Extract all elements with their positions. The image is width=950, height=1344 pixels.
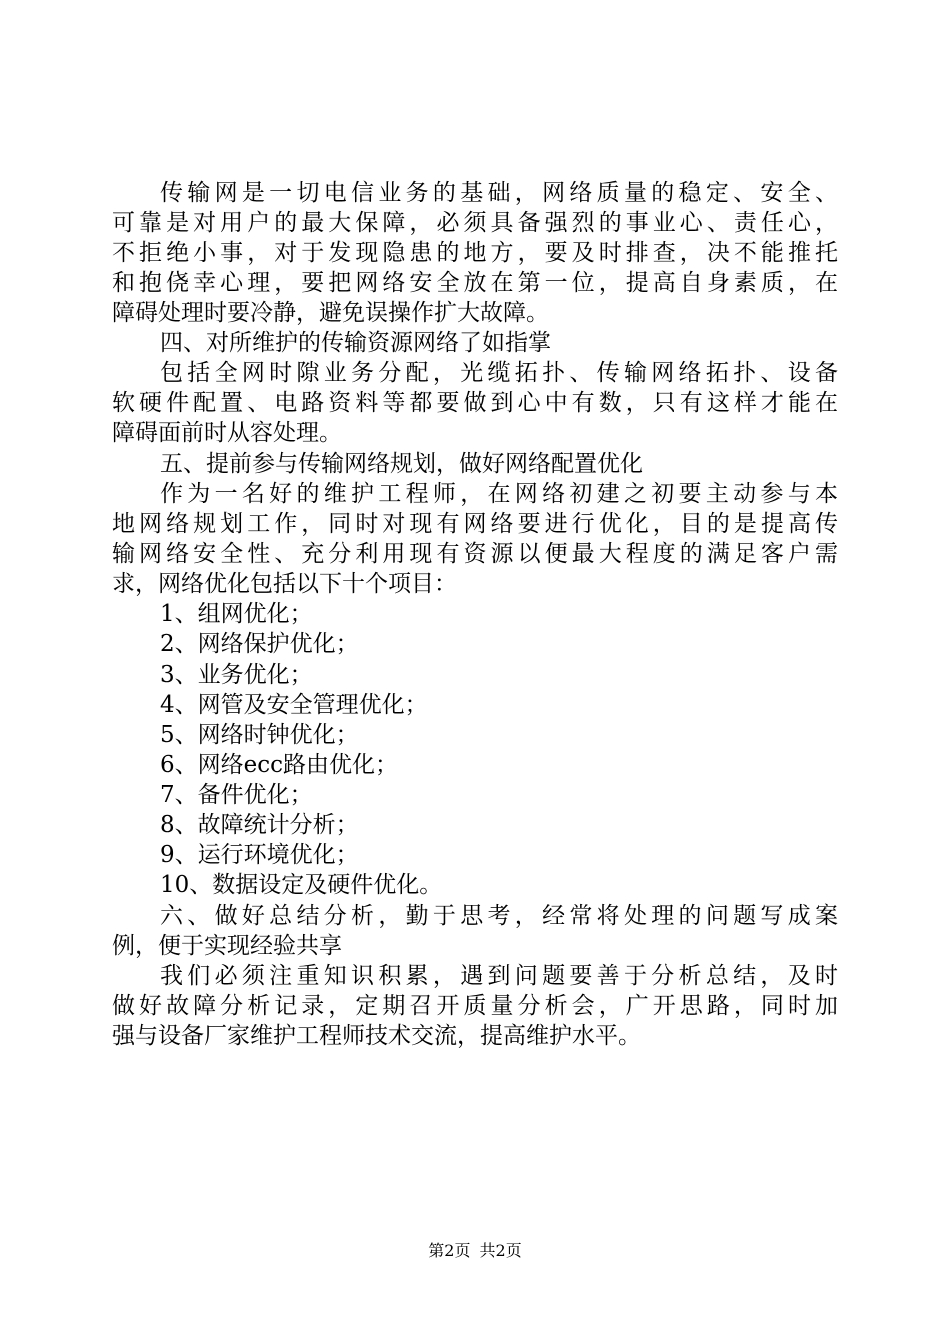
body-line: 求，网络优化包括以下十个项目： (112, 571, 457, 597)
list-item: 9、运行环境优化； (160, 842, 359, 868)
list-item: 10、数据设定及硬件优化。 (160, 872, 443, 898)
section-heading: 六、做好总结分析，勤于思考，经常将处理的问题写成案 (160, 903, 838, 929)
list-item: 4、网管及安全管理优化； (160, 692, 428, 718)
list-item: 7、备件优化； (160, 782, 313, 808)
body-line: 障碍处理时要冷静，避免误操作扩大故障。 (112, 300, 549, 326)
list-item: 2、网络保护优化； (160, 631, 359, 657)
body-line: 强与设备厂家维护工程师技术交流，提高维护水平。 (112, 1023, 641, 1049)
list-item: 6、网络ecc路由优化； (160, 752, 399, 778)
list-item: 8、故障统计分析； (160, 812, 359, 838)
body-line: 作为一名好的维护工程师，在网络初建之初要主动参与本 (160, 481, 838, 507)
list-item: 5、网络时钟优化； (160, 722, 359, 748)
body-line: 和抱侥幸心理，要把网络安全放在第一位，提高自身素质，在 (112, 270, 838, 296)
body-line: 障碍面前时从容处理。 (112, 420, 342, 446)
section-heading: 四、对所维护的传输资源网络了如指掌 (160, 330, 551, 356)
body-line: 做好故障分析记录，定期召开质量分析会，广开思路，同时加 (112, 993, 838, 1019)
body-line: 包括全网时隙业务分配，光缆拓扑、传输网络拓扑、设备 (160, 360, 838, 386)
body-line: 我们必须注重知识积累，遇到问题要善于分析总结，及时 (160, 963, 838, 989)
section-heading: 例，便于实现经验共享 (112, 933, 342, 959)
list-item: 1、组网优化； (160, 601, 313, 627)
list-item: 3、业务优化； (160, 662, 313, 688)
body-line: 地网络规划工作，同时对现有网络要进行优化，目的是提高传 (112, 511, 838, 537)
section-heading: 五、提前参与传输网络规划，做好网络配置优化 (160, 451, 643, 477)
body-line: 不拒绝小事，对于发现隐患的地方，要及时排查，决不能推托 (112, 240, 838, 266)
page-total: 共2页 (479, 1241, 522, 1260)
body-line: 传输网是一切电信业务的基础，网络质量的稳定、安全、 (160, 180, 838, 206)
page-footer (0, 1241, 950, 1261)
body-line: 软硬件配置、电路资料等都要做到心中有数，只有这样才能在 (112, 390, 838, 416)
body-line: 可靠是对用户的最大保障，必须具备强烈的事业心、责任心， (112, 210, 838, 236)
page-number: 第2页 (428, 1241, 471, 1260)
body-line: 输网络安全性、充分利用现有资源以便最大程度的满足客户需 (112, 541, 838, 567)
